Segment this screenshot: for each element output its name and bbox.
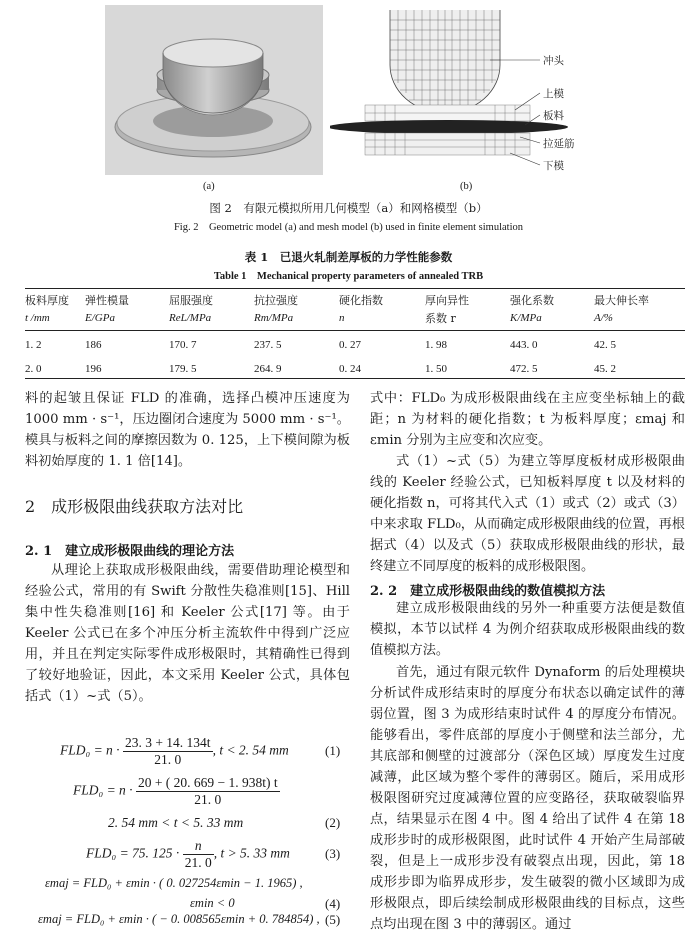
- table-title-en: Table 1 Mechanical property parameters of annealed TRB: [213, 271, 484, 282]
- eq3-fraction: [183, 838, 214, 871]
- eq3-condition: , t > 5. 33 mm: [213, 845, 290, 861]
- table-cell: 1. 2: [25, 339, 42, 351]
- table-unit-row: [25, 309, 685, 327]
- figure-2: [105, 5, 600, 195]
- table-cell: 42. 5: [594, 339, 616, 351]
- table-cell: 186: [85, 339, 102, 351]
- table-header-cell: 最大伸长率: [594, 294, 649, 307]
- table-cell: 237. 5: [254, 339, 282, 351]
- right-paragraph-1: 式中：FLD₀ 为成形极限曲线在主应变坐标轴上的截距；n 为材料的硬化指数；t 为板料厚度；εmaj 和 εmin 分别为主应变和次应变。: [370, 391, 685, 448]
- eq3-number: (3): [325, 846, 341, 861]
- equation-1: [60, 735, 350, 771]
- table-unit-cell: K/MPa: [510, 312, 542, 324]
- table-rule-top: [25, 288, 685, 289]
- table-row: [25, 359, 685, 379]
- table-header-cell: 屈服强度: [169, 294, 213, 307]
- table-header-cell: 板料厚度: [25, 294, 69, 307]
- mechanical-property-table: [25, 291, 685, 327]
- mesh-label-lower-die: 下模: [543, 160, 564, 172]
- equation-2: [73, 775, 343, 813]
- eq1-fraction: [123, 735, 213, 768]
- table-unit-cell: A/%: [594, 312, 613, 324]
- eq4-number: (4): [325, 896, 341, 911]
- table-cell: 45. 2: [594, 363, 616, 375]
- table-cell: 1. 98: [425, 339, 447, 351]
- table-header-cell: 强化系数: [510, 294, 554, 307]
- eq2-denominator: 21. 0: [194, 792, 222, 807]
- table-unit-cell: n: [339, 312, 345, 324]
- mesh-label-drawbead: 拉延筋: [543, 138, 575, 150]
- eq2-condition: 2. 54 mm < t < 5. 33 mm: [108, 815, 244, 830]
- eq1-denominator: 21. 0: [154, 752, 182, 767]
- eq3-denominator: 21. 0: [184, 855, 212, 870]
- panel-a-label: (a): [203, 181, 215, 192]
- eq2-numerator: 20 + ( 20. 669 − 1. 938t) t: [137, 775, 278, 790]
- mesh-label-punch: 冲头: [543, 55, 564, 67]
- table-rule-bottom: [25, 378, 685, 379]
- eq4-condition: εmin < 0: [190, 896, 235, 910]
- eq3-lhs: FLD₀ = 75. 125 ·: [86, 845, 180, 861]
- table-unit-cell: 系数 r: [425, 312, 456, 325]
- equation-5: εmaj = FLD₀ + εmin · ( − 0. 008565εmin + 0. 784854) ,: [38, 912, 320, 926]
- table-unit-cell: ReL/MPa: [169, 312, 212, 324]
- eq5-number: (5): [325, 912, 341, 927]
- section-heading-2: 2 成形极限曲线获取方法对比: [25, 497, 244, 516]
- table-cell: 179. 5: [169, 363, 197, 375]
- table-cell: 2. 0: [25, 363, 42, 375]
- equation-3: [86, 838, 326, 874]
- eq1-lhs: FLD₀ = n ·: [60, 742, 120, 758]
- mechanical-property-table-body: [25, 335, 685, 379]
- mesh-label-blank: 板料: [543, 110, 564, 122]
- figure-caption-en: Fig. 2 Geometric model (a) and mesh model (b) used in finite element simulation: [173, 222, 524, 233]
- eq1-condition: , t < 2. 54 mm: [212, 742, 289, 758]
- mesh-label-upper-die: 上模: [543, 88, 564, 100]
- eq2-fraction: [136, 775, 280, 808]
- table-cell: 264. 9: [254, 363, 282, 375]
- table-cell: 0. 24: [339, 363, 361, 375]
- table-header-row: [25, 291, 685, 309]
- eq3-numerator: n: [183, 838, 214, 855]
- eq2-number: (2): [325, 815, 341, 830]
- figure-caption-cn: 图 2 有限元模拟所用几何模型（a）和网格模型（b）: [209, 201, 488, 215]
- section-heading-2-1: 2. 1 建立成形极限曲线的理论方法: [25, 544, 235, 559]
- table-header-cell: 厚向异性: [425, 294, 469, 307]
- table-cell: 1. 50: [425, 363, 447, 375]
- table-row: [25, 335, 685, 355]
- table-cell: 170. 7: [169, 339, 197, 351]
- table-unit-cell: Rm/MPa: [254, 312, 294, 324]
- right-paragraph-2: 式（1）~式（5）为建立等厚度板材成形极限曲线的 Keeler 经验公式，已知板料厚度 t 以及材料的硬化指数 n，可将其代入式（1）或式（2）或式（3）中来求取 FLD₀，从而确定成形极限曲线的位置，再根据式（4）以及式（5）获取成形极限曲线的形状，最终建立不同厚度的板料的成形极限图。: [370, 454, 685, 574]
- table-header-cell: 硬化指数: [339, 294, 383, 307]
- table-cell: 443. 0: [510, 339, 538, 351]
- table-cell: 196: [85, 363, 102, 375]
- table-header-cell: 抗拉强度: [254, 294, 298, 307]
- right-paragraph-3: 建立成形极限曲线的另外一种重要方法便是数值模拟，本节以试样 4 为例介绍获取成形极限曲线的数值模拟方法。: [370, 601, 685, 658]
- table-cell: 472. 5: [510, 363, 538, 375]
- table-title-cn: 表 1 已退火轧制差厚板的力学性能参数: [244, 250, 453, 264]
- table-cell: 0. 27: [339, 339, 361, 351]
- panel-b-label: (b): [460, 181, 473, 192]
- section-heading-2-2: 2. 2 建立成形极限曲线的数值模拟方法: [370, 584, 606, 599]
- eq2-lhs: FLD₀ = n ·: [73, 782, 133, 798]
- table-unit-cell: t /mm: [25, 312, 50, 324]
- equation-4: εmaj = FLD₀ + εmin · ( 0. 027254εmin − 1. 1965) ,: [45, 876, 303, 890]
- table-rule-mid: [25, 330, 685, 331]
- left-paragraph-2: 从理论上获取成形极限曲线，需要借助理论模型和经验公式，常用的有 Swift 分散性失稳准则[15]、Hill 集中性失稳准则[16] 和 Keeler 公式[17] 等。由于 Keeler 公式已在多个冲压分析主流软件中得到广泛应用，并且在判定实际零件成形极限时，其精确性已得到了较好地验证，因此，本文采用 Keeler 公式，具体包括式（1）~式（5）。: [25, 563, 350, 704]
- table-unit-cell: E/GPa: [85, 312, 115, 324]
- eq1-number: (1): [325, 743, 341, 758]
- eq1-numerator: 23. 3 + 14. 134t: [124, 735, 211, 750]
- right-paragraph-4: 首先，通过有限元软件 Dynaform 的后处理模块分析试件成形结束时的厚度分布状态以确定试件的薄弱位置，图 3 为成形结束时试件 4 的厚度分布情况。能够看出，零件底部的厚度小于侧壁和法兰部分，尤其底部和侧壁的过渡部分（深色区域）厚度发生过度减薄，此区域为整个零件的薄弱区。随后，采用成形极限图研究过度减薄位置的应变路径，获取破裂临界点，结果显示在图 4 中。图 4 给出了试件 4 在第 18 成形步时的成形极限图，此时试件 4 开始产生局部破裂，但是上一成形步没有破裂点出现，因此，第 18 成形步即为临界成形步，发生破裂的微小区域即为成形极限点，即后续绘制成形极限曲线的目标点，这些点均出现在图 3 中的薄弱区。通过: [370, 665, 685, 932]
- table-header-cell: 弹性模量: [85, 294, 129, 307]
- left-paragraph-1: 料的起皱且保证 FLD 的准确，选择凸模冲压速度为 1000 mm · s⁻¹，压边圈闭合速度为 5000 mm · s⁻¹。模具与板料之间的摩擦因数为 0. 125，上下模间隙为板料初始厚度的 1. 1 倍[14]。: [25, 391, 350, 469]
- geometric-model-image: [105, 5, 323, 175]
